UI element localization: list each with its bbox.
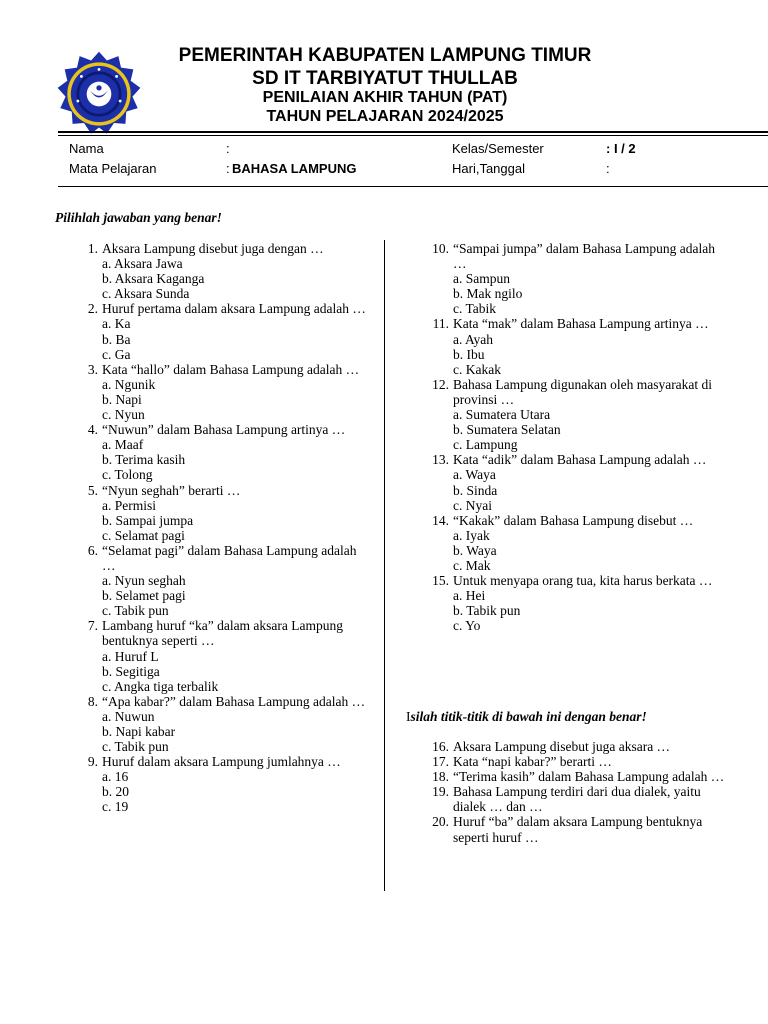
answer-option: a. Aksara Jawa xyxy=(102,256,183,272)
question-item xyxy=(406,513,726,573)
answer-options xyxy=(102,316,370,361)
answer-option: a. Sumatera Utara xyxy=(453,407,551,423)
answer-option: c. Ga xyxy=(102,346,131,362)
question-item xyxy=(406,377,726,452)
question-list-right xyxy=(406,241,726,633)
question-item xyxy=(55,618,370,693)
answer-option: c. Mak xyxy=(453,557,491,573)
answer-option: c. 19 xyxy=(102,799,129,815)
question-item xyxy=(55,694,370,754)
answer-option: a. Ayah xyxy=(453,331,493,347)
answer-options xyxy=(453,407,726,452)
instruction-fill-in-initial: I xyxy=(406,709,411,724)
answer-option: b. Tabik pun xyxy=(453,603,521,619)
answer-option: a. Huruf L xyxy=(102,648,159,664)
answer-options xyxy=(453,588,726,633)
answer-option: b. Mak ngilo xyxy=(453,286,523,302)
answer-option: c. Tolong xyxy=(102,467,153,483)
question-number: 13. xyxy=(432,452,449,468)
answer-option: b. Segitiga xyxy=(102,663,160,679)
question-item xyxy=(55,422,370,482)
answer-option: b. Ba xyxy=(102,331,131,347)
logo-star-3 xyxy=(115,75,118,78)
answer-option: c. Tabik pun xyxy=(102,603,169,619)
mapel-value: BAHASA LAMPUNG xyxy=(232,161,357,176)
question-number: 11. xyxy=(432,316,449,332)
question-item xyxy=(55,241,370,301)
answer-option: c. Kakak xyxy=(453,361,501,377)
answer-option: c. Tabik pun xyxy=(102,739,169,755)
question-text: “Nyun seghah” berarti … xyxy=(102,482,241,498)
header-academic-year: TAHUN PELAJARAN 2024/2025 xyxy=(266,108,504,125)
question-number: 4. xyxy=(87,422,98,438)
instruction-fill-in xyxy=(406,709,647,725)
answer-options xyxy=(102,573,370,618)
nama-field: : xyxy=(226,141,230,156)
answer-options xyxy=(453,332,726,377)
question-item xyxy=(406,754,726,769)
logo-star-1 xyxy=(98,68,101,71)
answer-option: a. Maaf xyxy=(102,437,144,453)
answer-options xyxy=(453,528,726,573)
question-item xyxy=(406,316,726,376)
answer-options xyxy=(453,271,726,316)
question-item xyxy=(55,301,370,361)
question-number: 1. xyxy=(87,241,98,256)
kelas-value: : I / 2 xyxy=(606,141,636,156)
question-list-left xyxy=(55,241,370,815)
instruction-multiple-choice: Pilihlah jawaban yang benar! xyxy=(55,210,222,225)
answer-option: a. Permisi xyxy=(102,497,156,513)
question-number: 17. xyxy=(432,754,449,770)
question-number: 12. xyxy=(432,376,449,392)
question-number: 15. xyxy=(432,573,449,589)
question-item xyxy=(406,573,726,633)
question-text: Untuk menyapa orang tua, kita harus berkata … xyxy=(453,573,713,589)
question-text: Kata “adik” dalam Bahasa Lampung adalah … xyxy=(453,452,707,468)
question-item xyxy=(55,543,370,618)
answer-option: a. Nuwun xyxy=(102,708,155,724)
header-exam-title: PENILAIAN AKHIR TAHUN (PAT) xyxy=(262,89,508,106)
logo-star-5 xyxy=(119,100,122,103)
question-number: 8. xyxy=(87,693,98,709)
question-number: 10. xyxy=(432,241,449,256)
question-item xyxy=(55,754,370,814)
question-text: Lambang huruf “ka” dalam aksara Lampung bentuknya seperti … xyxy=(102,618,344,649)
answer-option: b. Sumatera Selatan xyxy=(453,422,561,438)
question-text: Huruf pertama dalam aksara Lampung adalah … xyxy=(102,301,366,317)
question-number: 2. xyxy=(87,301,98,317)
question-text: “Nuwun” dalam Bahasa Lampung artinya … xyxy=(102,422,346,438)
answer-option: c. Lampung xyxy=(453,437,518,453)
answer-option: b. Selamet pagi xyxy=(102,588,186,604)
mapel-label: Mata Pelajaran xyxy=(69,161,157,176)
question-item xyxy=(55,483,370,543)
question-item xyxy=(406,784,726,814)
question-number: 5. xyxy=(87,482,98,498)
answer-option: a. 16 xyxy=(102,769,129,785)
column-divider xyxy=(384,240,385,891)
answer-options xyxy=(102,377,370,422)
question-text: “Apa kabar?” dalam Bahasa Lampung adalah … xyxy=(102,693,366,709)
answer-option: a. Waya xyxy=(453,467,496,483)
question-text: Bahasa Lampung digunakan oleh masyarakat di provinsi … xyxy=(453,376,713,407)
question-text: “Selamat pagi” dalam Bahasa Lampung adalah … xyxy=(102,542,357,573)
answer-option: c. Selamat pagi xyxy=(102,527,185,543)
answer-options xyxy=(102,769,370,814)
question-item xyxy=(406,769,726,784)
answer-option: b. Aksara Kaganga xyxy=(102,271,205,287)
answer-option: a. Nyun seghah xyxy=(102,573,186,589)
answer-options xyxy=(453,467,726,512)
info-rule xyxy=(58,186,768,187)
answer-option: c. Aksara Sunda xyxy=(102,286,190,302)
question-text: Bahasa Lampung terdiri dari dua dialek, yaitu dialek … dan … xyxy=(453,784,701,815)
question-text: “Kakak” dalam Bahasa Lampung disebut … xyxy=(453,512,694,528)
instruction-fill-in-text: silah titik-titik di bawah ini dengan benar! xyxy=(410,709,647,724)
nama-label: Nama xyxy=(69,141,104,156)
question-item xyxy=(406,814,726,844)
question-text: Kata “hallo” dalam Bahasa Lampung adalah … xyxy=(102,361,360,377)
answer-option: a. Ngunik xyxy=(102,376,156,392)
answer-option: a. Sampun xyxy=(453,271,510,287)
answer-option: b. Ibu xyxy=(453,346,485,362)
header-rule-thin xyxy=(58,135,768,136)
question-number: 3. xyxy=(87,361,98,377)
answer-option: b. Napi kabar xyxy=(102,724,176,739)
answer-option: b. Sinda xyxy=(453,482,498,498)
answer-option: b. Waya xyxy=(453,542,497,558)
mapel-colon: : xyxy=(226,161,230,176)
question-number: 6. xyxy=(87,542,98,558)
answer-options xyxy=(102,437,370,482)
question-number: 19. xyxy=(432,784,449,800)
fill-in-list xyxy=(406,739,726,845)
logo-emblem-dot xyxy=(96,85,101,90)
question-number: 7. xyxy=(87,618,98,634)
answer-option: b. 20 xyxy=(102,784,129,800)
question-number: 16. xyxy=(432,739,449,754)
question-text: “Terima kasih” dalam Bahasa Lampung adalah … xyxy=(453,769,725,785)
question-text: Aksara Lampung disebut juga dengan … xyxy=(102,241,324,256)
question-text: Huruf “ba” dalam aksara Lampung bentuknya seperti huruf … xyxy=(453,814,703,845)
question-item xyxy=(406,739,726,754)
question-number: 9. xyxy=(87,754,98,770)
school-logo xyxy=(55,50,143,138)
kelas-label: Kelas/Semester xyxy=(452,141,544,156)
answer-options xyxy=(102,649,370,694)
question-number: 20. xyxy=(432,814,449,830)
question-text: Kata “mak” dalam Bahasa Lampung artinya … xyxy=(453,316,709,332)
logo-star-4 xyxy=(76,100,79,103)
answer-option: c. Nyai xyxy=(453,497,492,513)
question-text: “Sampai jumpa” dalam Bahasa Lampung adalah … xyxy=(453,241,716,272)
question-text: Huruf dalam aksara Lampung jumlahnya … xyxy=(102,754,341,770)
answer-option: a. Hei xyxy=(453,588,486,604)
answer-options xyxy=(102,498,370,543)
hari-field: : xyxy=(606,161,610,176)
question-text: Kata “napi kabar?” berarti … xyxy=(453,754,612,770)
answer-option: a. Ka xyxy=(102,316,131,332)
answer-options xyxy=(102,256,370,301)
answer-option: c. Nyun xyxy=(102,407,145,423)
answer-option: b. Terima kasih xyxy=(102,452,186,468)
header-school-name: SD IT TARBIYATUT THULLAB xyxy=(252,68,518,89)
header-government: PEMERINTAH KABUPATEN LAMPUNG TIMUR xyxy=(178,45,592,66)
answer-option: c. Angka tiga terbalik xyxy=(102,678,219,694)
question-item xyxy=(406,452,726,512)
question-item xyxy=(55,362,370,422)
logo-star-2 xyxy=(80,75,83,78)
answer-option: b. Napi xyxy=(102,391,142,407)
question-number: 14. xyxy=(432,512,449,528)
answer-options xyxy=(102,709,370,754)
question-item xyxy=(406,241,726,316)
hari-label: Hari,Tanggal xyxy=(452,161,525,176)
question-number: 18. xyxy=(432,769,449,785)
answer-option: c. Tabik xyxy=(453,301,497,317)
answer-option: c. Yo xyxy=(453,618,481,634)
answer-option: a. Iyak xyxy=(453,527,490,543)
answer-option: b. Sampai jumpa xyxy=(102,512,194,528)
question-text: Aksara Lampung disebut juga aksara … xyxy=(453,739,671,754)
header-rule-thick xyxy=(58,131,768,133)
